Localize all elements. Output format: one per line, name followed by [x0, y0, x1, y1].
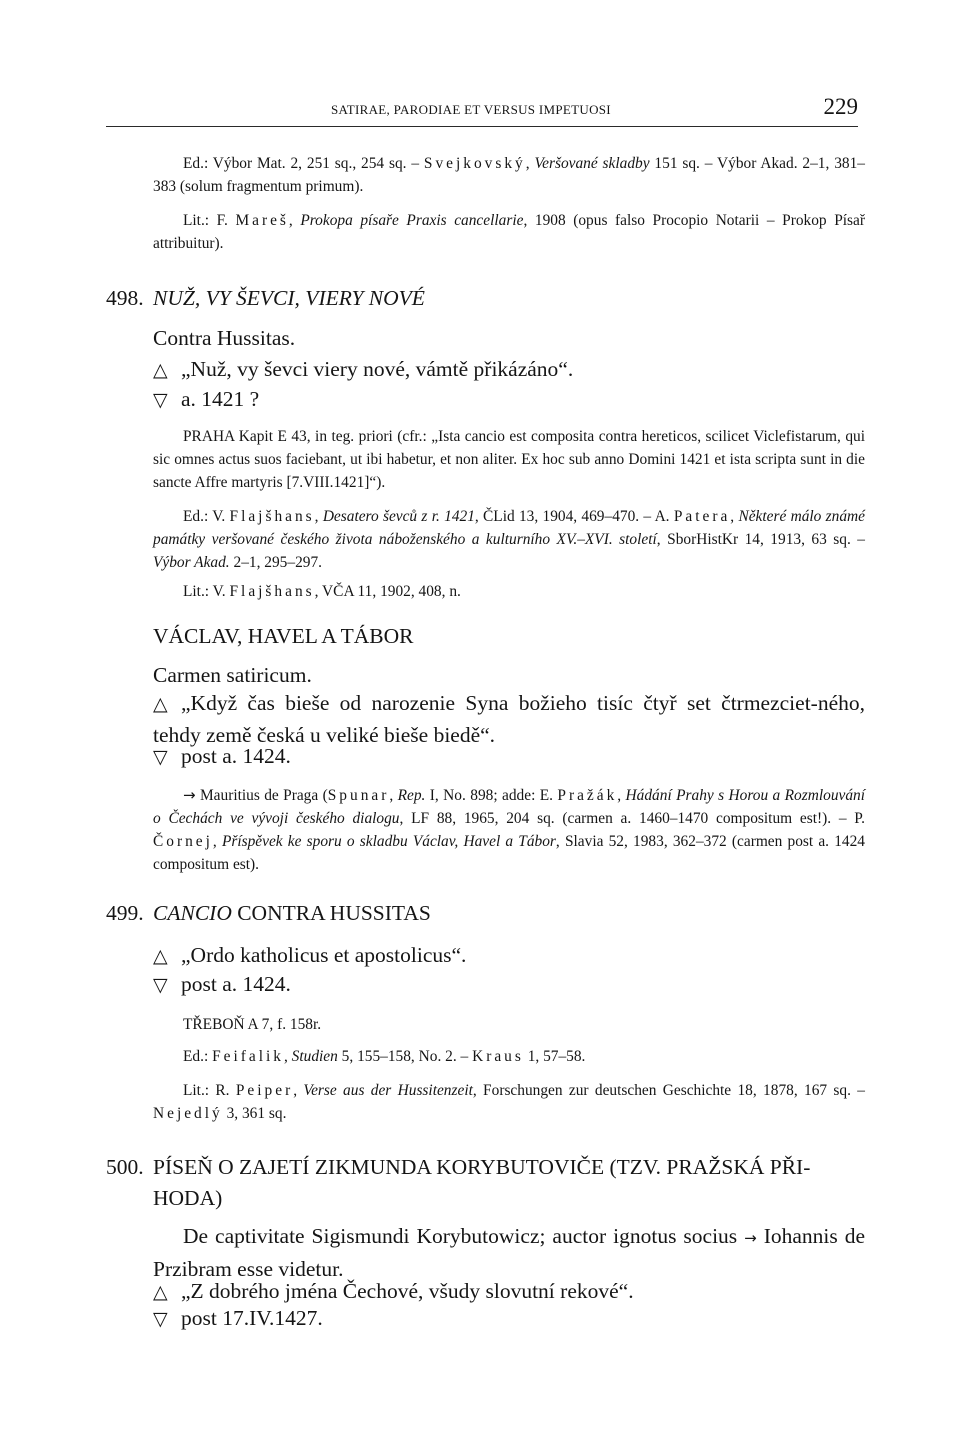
entry-499-title: CANCIO CONTRA HUSSITAS: [153, 901, 431, 925]
entry-500-number: 500.: [106, 1155, 144, 1179]
prev-literature-ref: Lit.: F. Mareš, Prokopa písaře Praxis cancellarie, 1908 (opus falso Procopio Notarii – Prokop Písař attribuitur).: [153, 212, 865, 252]
date-triangle-icon: ▽: [153, 389, 168, 411]
running-head: [106, 96, 858, 127]
incipit-triangle-icon: △: [153, 693, 168, 715]
running-title: SATIRAE, PARODIAE ET VERSUS IMPETUOSI: [331, 102, 611, 117]
entry-498-date: ▽ a. 1421 ?: [153, 384, 865, 416]
entry-500-title: PÍSEŇ O ZAJETÍ ZIKMUNDA KORYBUTOVIČE (TZV. PRAŽSKÁ PŘI-HODA): [153, 1155, 811, 1210]
incipit-triangle-icon: △: [153, 359, 168, 381]
entry-499-incipit: △ „Ordo katholicus et apostolicus“.: [153, 940, 865, 972]
entry-498-incipit: △ „Nuž, vy ševci viery nové, vámtě přikázáno“.: [153, 354, 865, 386]
entry-498-manuscript: PRAHA Kapit E 43, in teg. priori (cfr.: „Ista cancio est composita contra hereticos, scilicet Viclefistarum, qui sic omnes actus suos faciebant, ut ibi habetur, et non aliter. Ex hoc sub anno Domini 1421 et ista scripta sunt in die sancte Affre martyris [7.VIII.1421]“).: [153, 428, 865, 491]
vhat-reference: → Mauritius de Praga (Spunar, Rep. I, No. 898; adde: E. Pražák, Hádání Prahy s Horou a Rozmlouvání o Čechách ve vývoji českého dialogu, LF 88, 1965, 204 sq. (carmen a. 1460–1470 compositum est!). – P. Čornej, Příspěvek ke sporu o skladbu Václav, Havel a Tábor, Slavia 52, 1983, 362–372 (carmen post a. 1424 compositum est).: [153, 786, 866, 873]
entry-498-number: 498.: [106, 286, 144, 310]
incipit-triangle-icon: △: [153, 945, 168, 967]
vhat-incipit: △ „Když čas bieše od narozenie Syna božieho tisíc čtyř set čtrmezciet-ného, tehdy země česká u veliké bieše biedě“.: [153, 691, 865, 747]
prev-edition-ref: Ed.: Výbor Mat. 2, 251 sq., 254 sq. – Svejkovský, Veršované skladby 151 sq. – Výbor Akad. 2–1, 381–383 (solum fragmentum primum).: [153, 155, 865, 195]
entry-500-date: ▽ post 17.IV.1427.: [153, 1303, 865, 1335]
entry-498-title: NUŽ, VY ŠEVCI, VIERY NOVÉ: [153, 286, 425, 310]
entry-499-literature-ref: Lit.: R. Peiper, Verse aus der Hussitenzeit, Forschungen zur deutschen Geschichte 18, 1878, 167 sq. – Nejedlý 3, 361 sq.: [153, 1082, 866, 1122]
entry-499-manuscript: TŘEBOŇ A 7, f. 158r.: [183, 1016, 322, 1033]
entry-500-incipit: △ „Z dobrého jména Čechové, všudy slovutní rekové“.: [153, 1276, 865, 1308]
entry-499-edition-ref: Ed.: Feifalik, Studien 5, 155–158, No. 2. – Kraus 1, 57–58.: [183, 1048, 586, 1065]
entry-499-number: 499.: [106, 901, 144, 925]
cross-reference-arrow-icon: →: [744, 1229, 757, 1247]
date-triangle-icon: ▽: [153, 974, 168, 996]
vhat-date: ▽ post a. 1424.: [153, 741, 865, 773]
vhat-subject: Carmen satiricum.: [153, 663, 312, 687]
date-triangle-icon: ▽: [153, 1308, 168, 1330]
entry-500-subject: De captivitate Sigismundi Korybutowicz; auctor ignotus socius → Iohannis de Przibram esse videtur.: [153, 1224, 865, 1281]
entry-498-edition-ref: Ed.: V. Flajšhans, Desatero ševců z r. 1421, ČLid 13, 1904, 469–470. – A. Patera, Některé málo známé památky veršované českého života náboženského a kulturního XV.–XVI. století, SborHistKr 14, 1913, 63 sq. – Výbor Akad. 2–1, 295–297.: [153, 508, 866, 571]
cross-reference-arrow-icon: →: [183, 786, 196, 804]
entry-499-date: ▽ post a. 1424.: [153, 969, 865, 1001]
page-number: 229: [823, 94, 858, 119]
incipit-triangle-icon: △: [153, 1281, 168, 1303]
date-triangle-icon: ▽: [153, 746, 168, 768]
vhat-title: VÁCLAV, HAVEL A TÁBOR: [153, 624, 414, 648]
entry-498-literature-ref: Lit.: V. Flajšhans, VČA 11, 1902, 408, n.: [183, 583, 461, 600]
entry-498-subject: Contra Hussitas.: [153, 326, 296, 350]
